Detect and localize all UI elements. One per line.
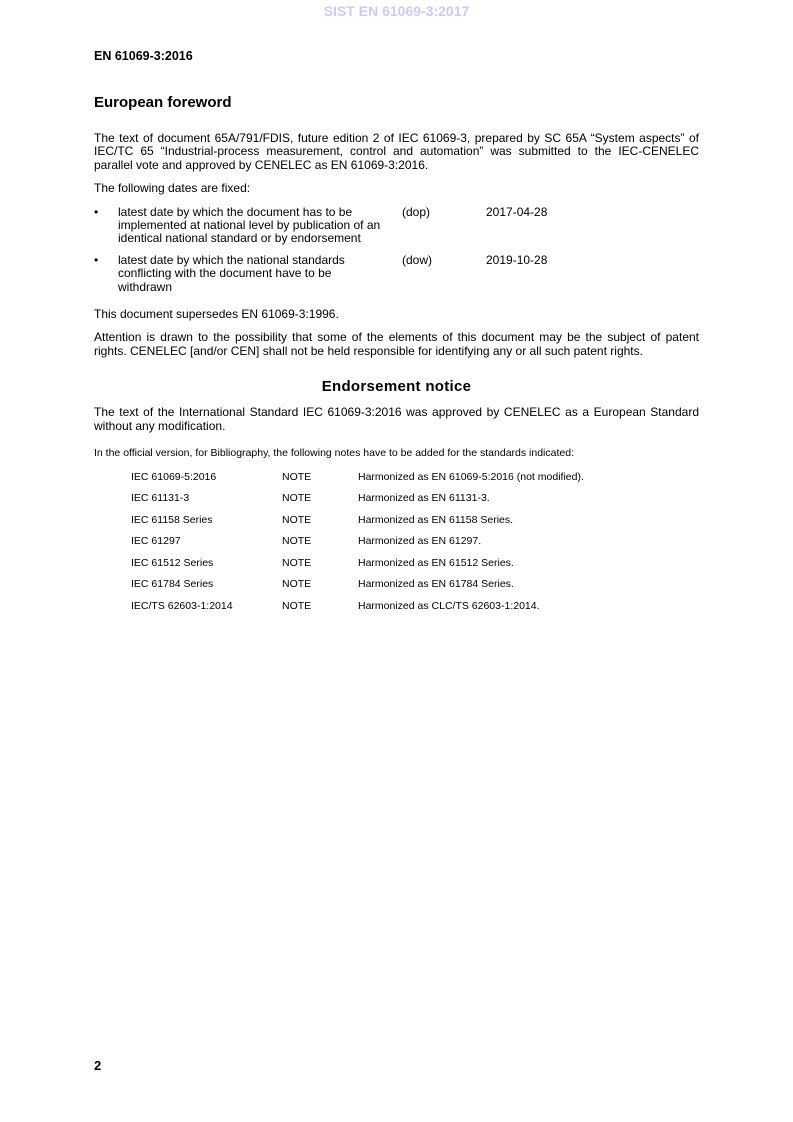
date-item-dow [94, 254, 699, 294]
table-row [131, 578, 584, 600]
date-item-dop [94, 206, 699, 246]
date-code: (dop) [402, 204, 431, 219]
page-body [94, 94, 699, 622]
note-label: NOTE [282, 535, 312, 548]
bibliography-notes-table [131, 471, 584, 622]
date-description: latest date by which the document has to be implemented at national level by publication of an identical national standard or by endorsement [118, 204, 381, 246]
table-row [131, 535, 584, 557]
patent-notice: Attention is drawn to the possibility that some of the elements of this document may be the subject of patent rights. CENELEC [and/or CEN] shall not be held responsible for identifying any or all such patent rights. [94, 330, 699, 358]
endorsement-paragraph: The text of the International Standard IEC 61069-3:2016 was approved by CENELEC as a European Standard without any modification. [94, 405, 699, 433]
note-label: NOTE [282, 492, 312, 505]
note-standard: IEC 61158 Series [131, 513, 213, 526]
note-standard: IEC 61131-3 [131, 492, 190, 505]
table-row [131, 557, 584, 579]
note-standard: IEC 61069-5:2016 [131, 470, 217, 483]
table-row [131, 514, 584, 536]
endorsement-heading: Endorsement notice [321, 378, 472, 396]
page-number: 2 [94, 1058, 102, 1073]
supersedes-note: This document supersedes EN 61069-3:1996. [94, 307, 339, 322]
date-code: (dow) [402, 252, 433, 267]
note-label: NOTE [282, 513, 312, 526]
bullet-icon: • [94, 252, 99, 267]
note-standard: IEC/TS 62603-1:2014 [131, 600, 233, 613]
note-label: NOTE [282, 556, 312, 569]
table-row [131, 492, 584, 514]
note-text: Harmonized as EN 61512 Series. [358, 556, 514, 569]
note-text: Harmonized as CLC/TS 62603-1:2014. [358, 600, 540, 613]
note-text: Harmonized as EN 61069-5:2016 (not modified). [358, 470, 584, 483]
note-text: Harmonized as EN 61131-3. [358, 492, 490, 505]
note-standard: IEC 61512 Series [131, 556, 214, 569]
note-label: NOTE [282, 600, 312, 613]
note-text: Harmonized as EN 61784 Series. [358, 578, 514, 591]
standard-id: EN 61069-3:2016 [94, 49, 193, 63]
table-row [131, 471, 584, 493]
note-standard: IEC 61297 [131, 535, 181, 548]
note-label: NOTE [282, 470, 312, 483]
foreword-paragraph: The text of document 65A/791/FDIS, future edition 2 of IEC 61069-3, prepared by SC 65A “System aspects” of IEC/TC 65 “Industrial-process measurement, control and automation” was submitted to the IEC-CENELEC parallel vote and approved by CENELEC as EN 61069-3:2016. [94, 131, 699, 172]
dates-list [94, 206, 699, 294]
note-standard: IEC 61784 Series [131, 578, 214, 591]
watermark: SIST EN 61069-3:2017 [323, 3, 470, 19]
date-description: latest date by which the national standards conflicting with the document have to be withdrawn [118, 252, 345, 294]
foreword-heading: European foreword [94, 94, 232, 111]
note-text: Harmonized as EN 61158 Series. [358, 513, 514, 526]
date-value: 2017-04-28 [486, 204, 548, 219]
table-row [131, 600, 584, 622]
bibliography-intro: In the official version, for Bibliography, the following notes have to be added for the standards indicated: [94, 447, 574, 460]
dates-intro: The following dates are fixed: [94, 181, 251, 196]
date-value: 2019-10-28 [486, 252, 548, 267]
bullet-icon: • [94, 204, 99, 219]
note-text: Harmonized as EN 61297. [358, 535, 482, 548]
note-label: NOTE [282, 578, 312, 591]
